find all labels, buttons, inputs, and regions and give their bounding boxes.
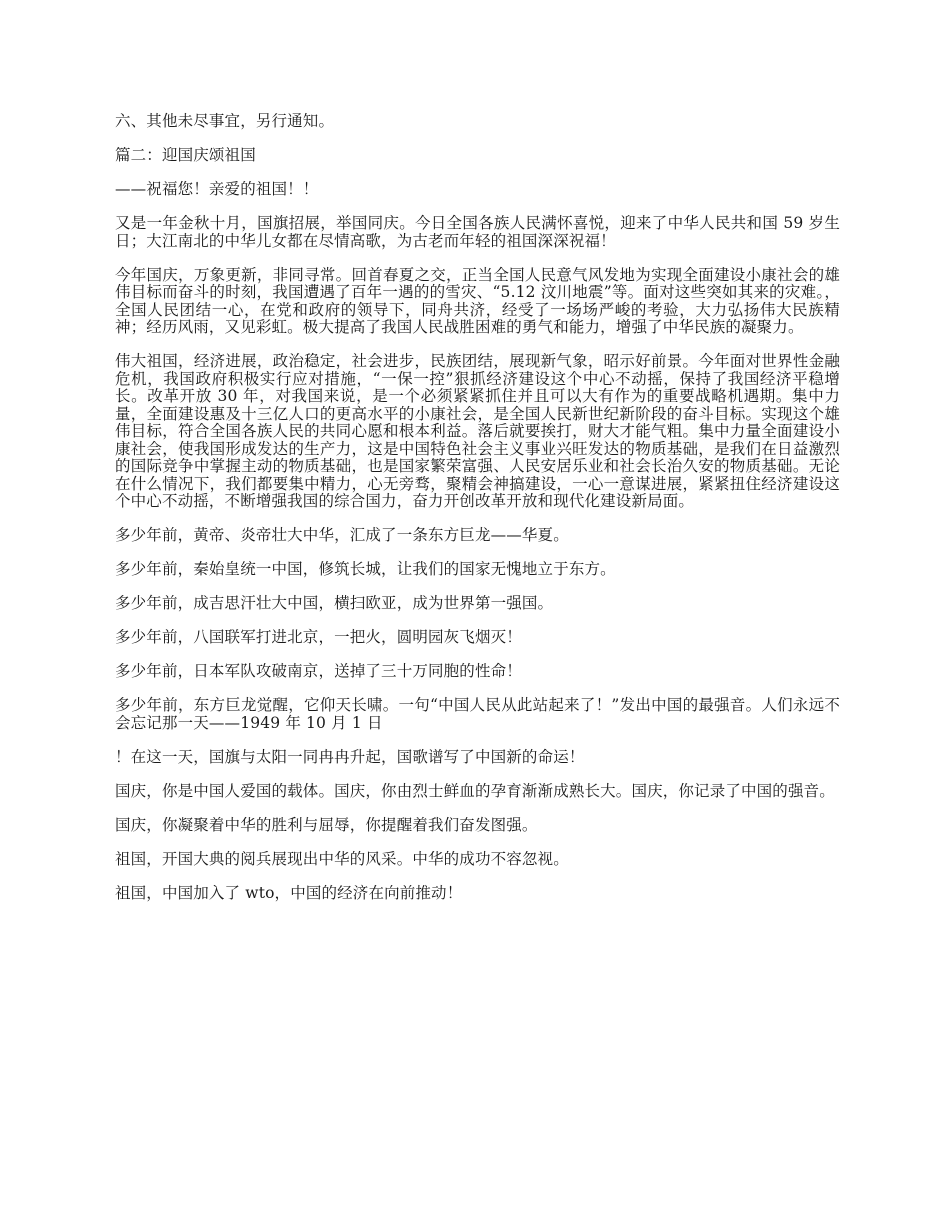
paragraph: 又是一年金秋十月，国旗招展，举国同庆。今日全国各族人民满怀喜悦，迎来了中华人民共和国 59 岁生日；大江南北的中华儿女都在尽情高歌，为古老而年轻的祖国深深祝福！: [115, 214, 840, 250]
document-body: [115, 113, 840, 919]
paragraph: 国庆，你是中国人爱国的载体。国庆，你由烈士鲜血的孕育渐渐成熟长大。国庆，你记录了中国的强音。: [115, 781, 835, 800]
paragraph: 伟大祖国，经济进展，政治稳定，社会进步，民族团结，展现新气象，昭示好前景。今年面对世界性金融危机，我国政府积极实行应对措施，“一保一控”狠抓经济建设这个中心不动摇，保持了我国经济平稳增长。改革开放 30 年，对我国来说，是一个必须紧紧抓住并且可以大有作为的重要战略机遇期。集中力量，全面建设惠及十三亿人口的更高水平的小康社会，是全国人民新世纪新阶段的奋斗目标。实现这个雄伟目标，符合全国各族人民的共同心愿和根本利益。落后就要挨打，财大才能气粗。集中力量全面建设小康社会，使我国形成发达的生产力，这是中国特色社会主义事业兴旺发达的物质基础，是我们在日益激烈的国际竞争中掌握主动的物质基础，也是国家繁荣富强、人民安居乐业和社会长治久安的物质基础。无论在什么情况下，我们都要集中精力，心无旁骛，聚精会神搞建设，一心一意谋进展，紧紧扭住经济建设这个中心不动摇，不断增强我国的综合国力，奋力开创改革开放和现代化建设新局面。: [115, 352, 840, 510]
paragraph: 多少年前，秦始皇统一中国，修筑长城，让我们的国家无愧地立于东方。: [115, 560, 616, 578]
paragraph: 祖国，中国加入了 wto，中国的经济在向前推动！: [115, 883, 463, 902]
paragraph: 多少年前，东方巨龙觉醒，它仰天长啸。一句“中国人民从此站起来了！”发出中国的最强音。人们永远不会忘记那一天——1949 年 10 月 1 日: [115, 696, 840, 732]
paragraph: 多少年前，日本军队攻破南京，送掉了三十万同胞的性命！: [115, 662, 522, 680]
paragraph: 多少年前，八国联军打进北京，一把火，圆明园灰飞烟灭！: [115, 628, 522, 646]
section-title: 篇二：迎国庆颂祖国: [115, 146, 256, 164]
paragraph: 国庆，你凝聚着中华的胜利与屈辱，你提醒着我们奋发图强。: [115, 815, 538, 834]
paragraph: 今年国庆，万象更新，非同寻常。回首春夏之交，正当全国人民意气风发地为实现全面建设小康社会的雄伟目标而奋斗的时刻，我国遭遇了百年一遇的的雪灾、“5.12 汶川地震”等。面对这些突如其来的灾难。，全国人民团结一心，在党和政府的领导下，同舟共济，经受了一场场严峻的考验，大力弘扬伟大民族精神；经历风雨，又见彩虹。极大提高了我国人民战胜困难的勇气和能力，增强了中华民族的凝聚力。: [115, 265, 840, 336]
paragraph: ！在这一天，国旗与太阳一同冉冉升起，国歌谱写了中国新的命运！: [115, 747, 585, 766]
section-subtitle: ——祝福您！亲爱的祖国！！: [115, 180, 319, 198]
paragraph: 祖国，开国大典的阅兵展现出中华的风采。中华的成功不容忽视。: [115, 849, 569, 868]
paragraph-item-6: 六、其他未尽事宜，另行通知。: [115, 112, 335, 130]
paragraph: 多少年前，成吉思汗壮大中国，横扫欧亚，成为世界第一强国。: [115, 594, 554, 612]
paragraph: 多少年前，黄帝、炎帝壮大中华，汇成了一条东方巨龙——华夏。: [115, 526, 569, 544]
